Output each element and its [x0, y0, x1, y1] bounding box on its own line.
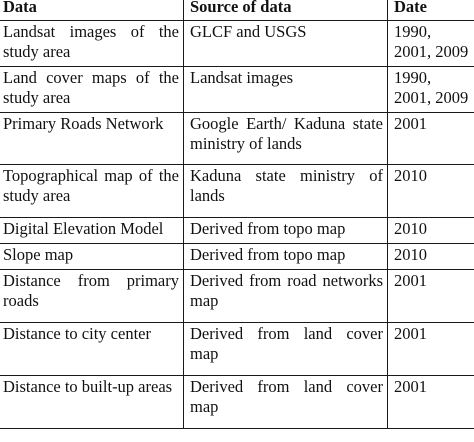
cell-date: 2010: [388, 165, 474, 218]
cell-date: 2001: [388, 113, 474, 165]
table-row: [0, 113, 474, 165]
cell-date: 1990, 2001, 2009: [388, 21, 474, 67]
table-row: [0, 244, 474, 270]
table-row: [0, 218, 474, 244]
cell-source: Google Earth/ Kaduna state ministry of lands: [184, 113, 388, 165]
cell-data: Distance to built-up areas: [0, 376, 184, 429]
cell-data: Distance from primary roads: [0, 270, 184, 323]
cell-data: Digital Elevation Model: [0, 218, 184, 244]
cell-data: Distance to city center: [0, 323, 184, 376]
cell-date: 1990, 2001, 2009: [388, 67, 474, 113]
table-row: [0, 270, 474, 323]
cell-date: 2001: [388, 376, 474, 429]
table-header-row: [0, 0, 474, 21]
cell-source: Derived from land cover map: [184, 376, 388, 429]
header-data: Data: [0, 0, 184, 21]
cell-source: Kaduna state ministry of lands: [184, 165, 388, 218]
cell-date: 2001: [388, 270, 474, 323]
table-row: [0, 67, 474, 113]
cell-data: Slope map: [0, 244, 184, 270]
cell-source: Derived from land cover map: [184, 323, 388, 376]
cell-date: 2010: [388, 218, 474, 244]
header-date: Date: [388, 0, 474, 21]
cell-source: Derived from topo map: [184, 244, 388, 270]
cell-data: Landsat images of the study area: [0, 21, 184, 67]
cell-data: Topographical map of the study area: [0, 165, 184, 218]
table-row: [0, 21, 474, 67]
table-row: [0, 376, 474, 429]
table-row: [0, 323, 474, 376]
cell-source: Landsat images: [184, 67, 388, 113]
cell-data: Land cover maps of the study area: [0, 67, 184, 113]
cell-source: Derived from topo map: [184, 218, 388, 244]
table-row: [0, 165, 474, 218]
cell-data: Primary Roads Network: [0, 113, 184, 165]
header-source-of-data: Source of data: [184, 0, 388, 21]
cell-source: Derived from road networks map: [184, 270, 388, 323]
cell-date: 2010: [388, 244, 474, 270]
cell-source: GLCF and USGS: [184, 21, 388, 67]
cell-date: 2001: [388, 323, 474, 376]
